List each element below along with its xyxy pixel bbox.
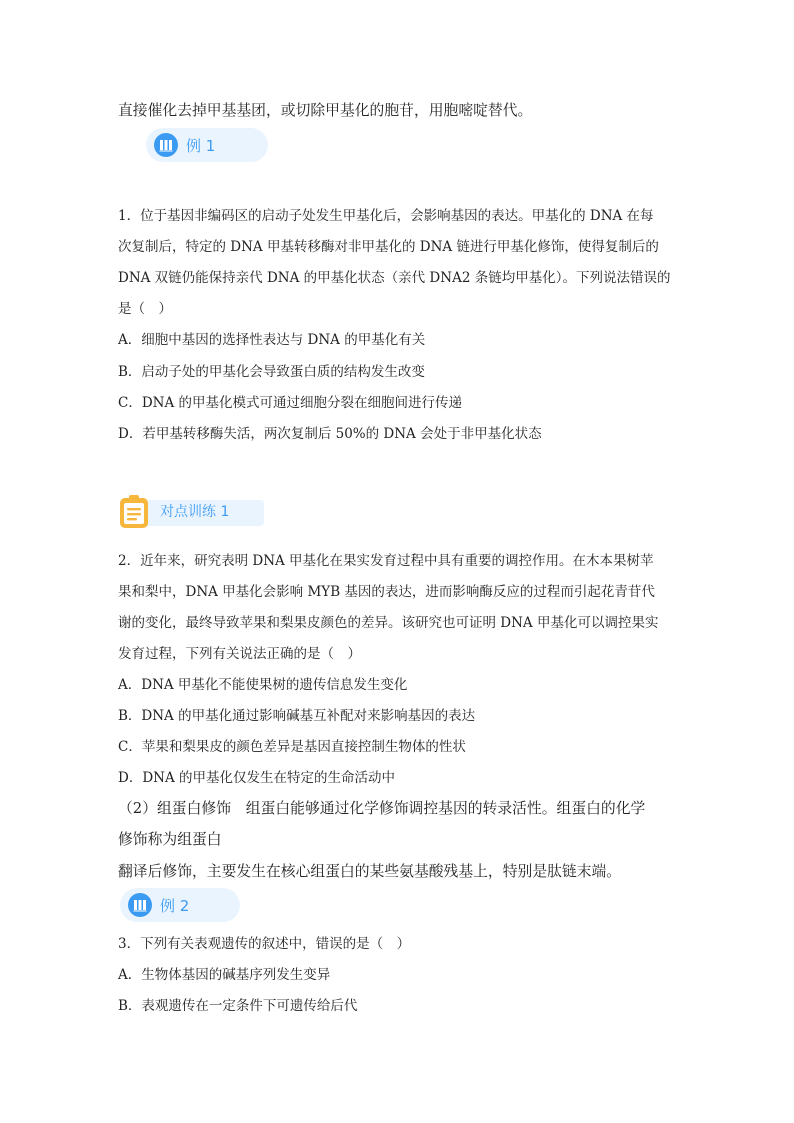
q1-option-b: B．启动子处的甲基化会导致蛋白质的结构发生改变 bbox=[118, 364, 425, 380]
books-icon bbox=[154, 133, 178, 157]
histone-line-3: 翻译后修饰，主要发生在核心组蛋白的某些氨基酸残基上，特别是肽链末端。 bbox=[118, 863, 622, 880]
clipboard-icon bbox=[118, 494, 152, 530]
example-2-badge bbox=[120, 888, 240, 922]
q3-line-1: 3．下列有关表观遗传的叙述中，错误的是（ ） bbox=[118, 936, 411, 952]
q1-option-c: C．DNA 的甲基化模式可通过细胞分裂在细胞间进行传递 bbox=[118, 395, 463, 411]
intro-text: 直接催化去掉甲基基团，或切除甲基化的胞苷，用胞嘧啶替代。 bbox=[118, 102, 533, 119]
example-1-badge bbox=[146, 128, 268, 162]
training-1-badge bbox=[118, 494, 264, 528]
q1-option-d: D．若甲基转移酶失活，两次复制后 50%的 DNA 会处于非甲基化状态 bbox=[118, 426, 542, 442]
q1-line-2: 次复制后，特定的 DNA 甲基转移酶对非甲基化的 DNA 链进行甲基化修饰，使得复制后的 bbox=[118, 239, 659, 255]
q2-line-3: 谢的变化，最终导致苹果和梨果皮颜色的差异。该研究也可证明 DNA 甲基化可以调控果实 bbox=[118, 615, 659, 631]
example-1-label: 例 1 bbox=[186, 137, 216, 155]
histone-line-2: 修饰称为组蛋白 bbox=[118, 831, 222, 848]
q2-line-4: 发育过程，下列有关说法正确的是（ ） bbox=[118, 646, 361, 662]
histone-line-1: （2）组蛋白修饰 组蛋白能够通过化学修饰调控基因的转录活性。组蛋白的化学 bbox=[118, 800, 646, 817]
q3-option-b: B．表观遗传在一定条件下可遗传给后代 bbox=[118, 998, 358, 1014]
q3-option-a: A．生物体基因的碱基序列发生变异 bbox=[118, 967, 331, 983]
q2-option-d: D．DNA 的甲基化仅发生在特定的生命活动中 bbox=[118, 770, 395, 786]
example-2-label: 例 2 bbox=[160, 897, 190, 915]
q1-line-4: 是（ ） bbox=[118, 301, 172, 317]
q1-line-1: 1．位于基因非编码区的启动子处发生甲基化后，会影响基因的表达。甲基化的 DNA 在每 bbox=[118, 208, 654, 224]
books-icon bbox=[128, 893, 152, 917]
q2-option-b: B．DNA 的甲基化通过影响碱基互补配对来影响基因的表达 bbox=[118, 708, 476, 724]
q2-line-2: 果和梨中，DNA 甲基化会影响 MYB 基因的表达，进而影响酶反应的过程而引起花青苷代 bbox=[118, 584, 655, 600]
q1-option-a: A．细胞中基因的选择性表达与 DNA 的甲基化有关 bbox=[118, 332, 426, 348]
q2-option-c: C．苹果和梨果皮的颜色差异是基因直接控制生物体的性状 bbox=[118, 739, 466, 755]
q1-line-3: DNA 双链仍能保持亲代 DNA 的甲基化状态（亲代 DNA2 条链均甲基化）。下列说法错误的 bbox=[118, 270, 671, 286]
q2-line-1: 2．近年来，研究表明 DNA 甲基化在果实发育过程中具有重要的调控作用。在木本果树苹 bbox=[118, 553, 654, 569]
q2-option-a: A．DNA 甲基化不能使果树的遗传信息发生变化 bbox=[118, 677, 408, 693]
training-1-label: 对点训练 1 bbox=[160, 504, 230, 520]
